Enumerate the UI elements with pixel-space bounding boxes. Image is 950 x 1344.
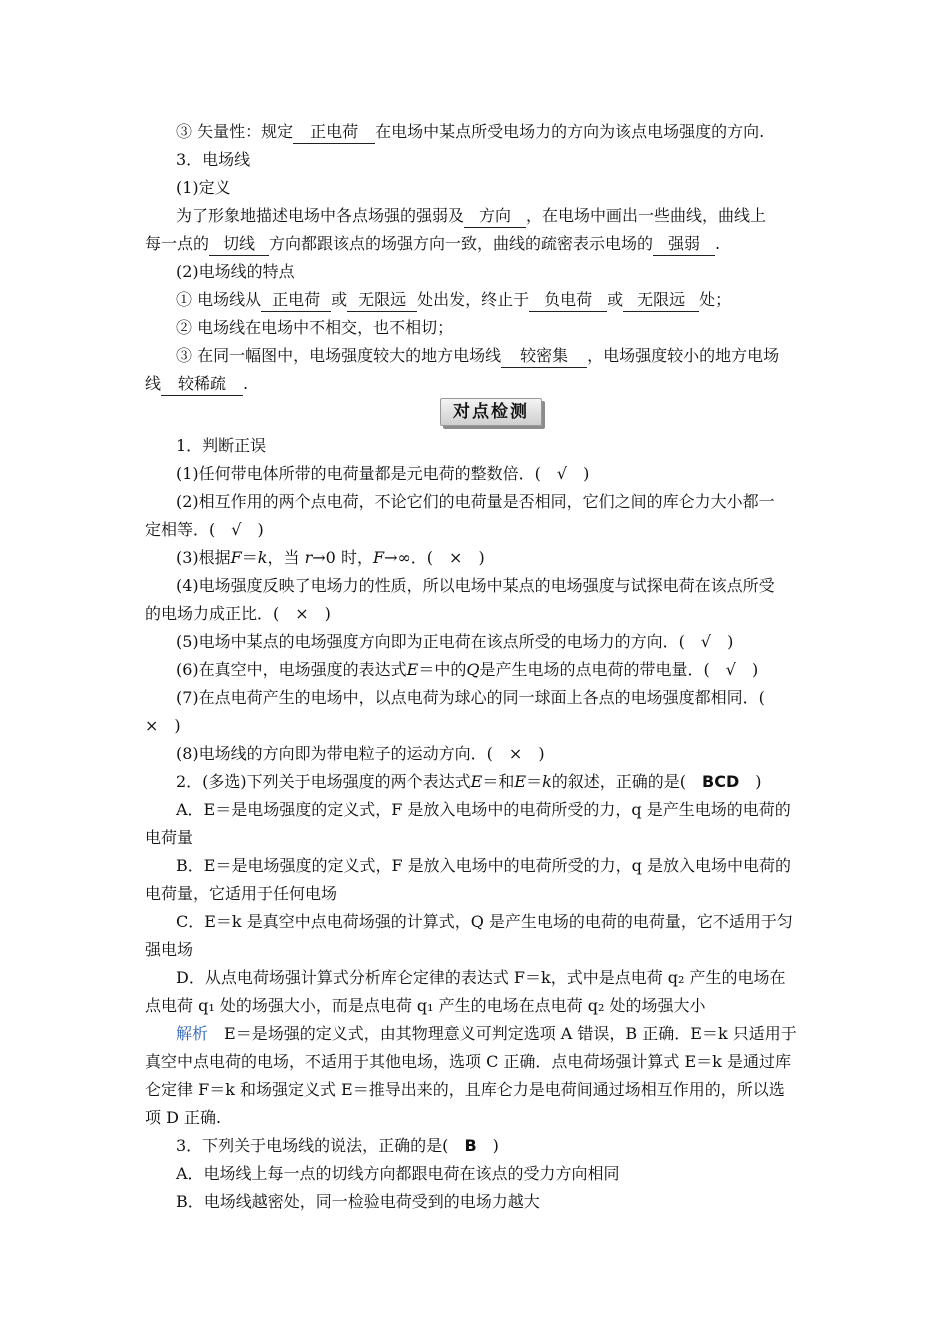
- text: 每一点的: [145, 234, 210, 253]
- q1-statement-6: [176, 656, 810, 684]
- text: 是产生电场的点电荷的带电量．( √ ): [479, 660, 759, 679]
- text: 方向都跟该点的场强方向一致，曲线的疏密表示电场的: [269, 234, 654, 253]
- answer-blank: 切线: [209, 233, 269, 256]
- q2-option-b: B．E＝是电场强度的定义式，F 是放入电场中的电荷所受的力，q 是放入电场中电荷的: [176, 856, 791, 875]
- text: ): [476, 1136, 499, 1155]
- feature-3-cont: [145, 370, 810, 398]
- feature-1: [176, 286, 810, 314]
- q1-statement-7: (7)在点电荷产生的电场中，以点电荷为球心的同一球面上各点的电场强度都相同．(: [176, 688, 765, 707]
- text: 或: [607, 290, 624, 309]
- text: 3．下列关于电场线的说法，正确的是(: [176, 1136, 465, 1155]
- q2-stem: [176, 768, 810, 796]
- section-badge: [440, 398, 546, 428]
- text: ): [739, 772, 762, 791]
- answer-blank: 负电荷: [529, 289, 607, 312]
- text: 的叙述，正确的是(: [551, 772, 703, 791]
- text: 线: [145, 374, 162, 393]
- definition-line-2: [145, 230, 810, 258]
- text: 为了形象地描述电场中各点场强的强弱及: [176, 206, 465, 225]
- q2-analysis-3: 仑定律 F＝k 和场强定义式 E＝推导出来的，且库仑力是电荷间通过场相互作用的，所以选: [145, 1080, 785, 1099]
- q2-option-d-cont: 点电荷 q₁ 处的场强大小，而是点电荷 q₁ 产生的电场在点电荷 q₂ 处的场强大小: [145, 996, 706, 1015]
- var: Q: [466, 660, 480, 679]
- text: ③ 矢量性：规定: [176, 122, 294, 141]
- text: E＝是场强的定义式，由其物理意义可判定选项 A 错误，B 正确．E＝k 只适用于: [208, 1024, 797, 1043]
- q2-option-a: A．E＝是电场强度的定义式，F 是放入电场中的电荷所受的力，q 是产生电场的电荷的: [176, 800, 791, 819]
- feature-3: [176, 342, 810, 370]
- answer-blank: 较稀疏: [161, 373, 243, 396]
- q1-statement-7-cont: × ): [145, 716, 181, 735]
- q1-statement-8: (8)电场线的方向即为带电粒子的运动方向．( × ): [176, 744, 545, 763]
- q2-option-d: D．从点电荷场强计算式分析库仑定律的表达式 F＝k，式中是点电荷 q₂ 产生的电场在: [176, 968, 786, 987]
- q3-stem: [176, 1132, 810, 1160]
- q1-statement-4-cont: 的电场力成正比．( × ): [145, 604, 331, 623]
- text: ① 电场线从: [176, 290, 262, 309]
- answer-blank: 强弱: [653, 233, 715, 256]
- text: 2．(多选)下列关于电场强度的两个表达式: [176, 772, 471, 791]
- text: 或: [331, 290, 348, 309]
- answer-blank: 无限远: [347, 289, 417, 312]
- text: ③ 在同一幅图中，电场强度较大的地方电场线: [176, 346, 502, 365]
- answer-blank: 方向: [464, 205, 526, 228]
- badge-label: 对点检测: [440, 398, 542, 426]
- var: k: [257, 548, 268, 567]
- answer-blank: 无限远: [623, 289, 699, 312]
- q1-title: 1．判断正误: [176, 436, 267, 455]
- q2-analysis-4: 项 D 正确.: [145, 1108, 222, 1127]
- var: E: [514, 772, 527, 791]
- text: ，电场强度较小的地方电场: [587, 346, 780, 365]
- analysis-label: 解析: [176, 1024, 209, 1043]
- q1-statement-2-cont: 定相等．( √ ): [145, 520, 264, 539]
- var: E: [406, 660, 419, 679]
- text: ＝: [241, 548, 258, 567]
- vector-property-line: [176, 118, 810, 146]
- answer-blank: 正电荷: [261, 289, 331, 312]
- q2-option-b-cont: 电荷量，它适用于任何电场: [145, 884, 338, 903]
- q2-analysis-2: 真空中点电荷的电场，不适用于其他电场，选项 C 正确．点电荷场强计算式 E＝k 是通过库: [145, 1052, 791, 1071]
- text: (3)根据: [176, 548, 231, 567]
- text: .: [243, 374, 249, 393]
- text: ，当: [267, 548, 300, 567]
- var: r: [304, 548, 313, 567]
- text: ＝: [526, 772, 543, 791]
- q3-option-a: A．电场线上每一点的切线方向都跟电荷在该点的受力方向相同: [176, 1164, 620, 1183]
- text: (6)在真空中，电场强度的表达式: [176, 660, 407, 679]
- q1-statement-1: (1)任何带电体所带的电荷量都是元电荷的整数倍．( √ ): [176, 464, 590, 483]
- q3-option-b: B．电场线越密处，同一检验电荷受到的电场力越大: [176, 1192, 540, 1211]
- q2-analysis: [176, 1020, 810, 1048]
- text: ，在电场中画出一些曲线，曲线上: [526, 206, 767, 225]
- text: ＝和: [482, 772, 515, 791]
- q1-statement-5: (5)电场中某点的电场强度方向即为正电荷在该点所受的电场力的方向．( √ ): [176, 632, 734, 651]
- q2-option-a-cont: 电荷量: [145, 828, 194, 847]
- text: .: [715, 234, 721, 253]
- answer-blank: 正电荷: [293, 121, 375, 144]
- text: ＝中的: [418, 660, 467, 679]
- text: 在电场中某点所受电场力的方向为该点电场强度的方向.: [375, 122, 765, 141]
- answer: B: [464, 1136, 477, 1155]
- subsection-definition: (1)定义: [176, 178, 231, 197]
- q1-statement-2: (2)相互作用的两个点电荷，不论它们的电荷量是否相同，它们之间的库仑力大小都一: [176, 492, 775, 511]
- q2-option-c: C．E＝k 是真空中点电荷场强的计算式，Q 是产生电场的电荷的电荷量，它不适用于匀: [176, 912, 793, 931]
- answer-blank: 较密集: [501, 345, 587, 368]
- var: F: [230, 548, 242, 567]
- var: k: [542, 772, 552, 791]
- var: F: [372, 548, 385, 567]
- answer: BCD: [702, 772, 740, 791]
- section-title: 3．电场线: [176, 150, 251, 169]
- var: E: [470, 772, 483, 791]
- text: 处出发，终止于: [417, 290, 530, 309]
- definition-line-1: [176, 202, 810, 230]
- text: 处；: [699, 290, 732, 309]
- feature-2: ② 电场线在电场中不相交，也不相切；: [176, 318, 454, 337]
- text: →0 时，: [312, 548, 373, 567]
- text: →∞．( × ): [384, 548, 485, 567]
- q2-option-c-cont: 强电场: [145, 940, 194, 959]
- q1-statement-4: (4)电场强度反映了电场力的性质，所以电场中某点的电场强度与试探电荷在该点所受: [176, 576, 775, 595]
- q1-statement-3: [176, 544, 810, 572]
- subsection-features: (2)电场线的特点: [176, 262, 295, 281]
